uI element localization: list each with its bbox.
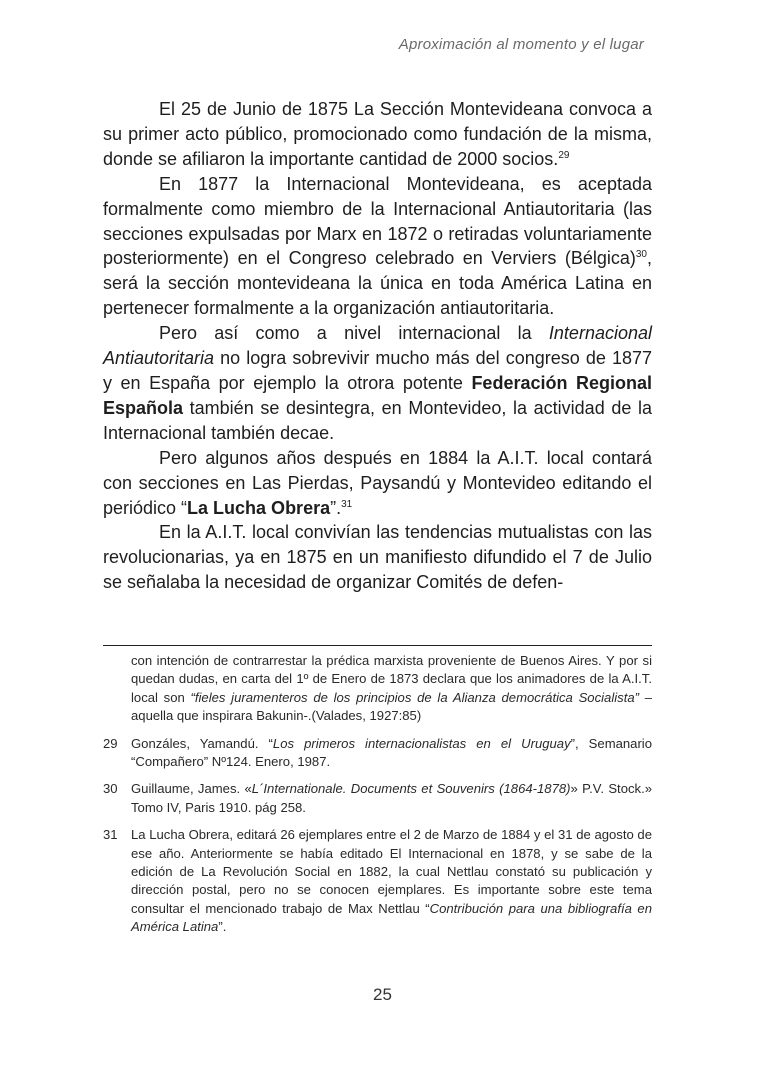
footnote-text: Gonzáles, Yamandú. “Los primeros internacionalistas en el Uruguay”, Semanario “Compañero” Nº124. Enero, 1987. <box>131 735 652 770</box>
note-ref-29: 29 <box>558 149 570 161</box>
page-number: 25 <box>373 985 392 1004</box>
main-text <box>103 97 652 595</box>
running-header: Aproximación al momento y el lugar <box>398 36 644 53</box>
note-ref-31: 31 <box>341 498 353 510</box>
footnote-number: 29 <box>103 735 118 751</box>
paragraph-1: El 25 de Junio de 1875 La Sección Montevideana convoca a su primer acto público, promocionado como fundación de la misma, donde se afiliaron la importante cantidad de 2000 socios.$^{29}$ <box>103 99 652 169</box>
footnote-31 <box>103 826 652 936</box>
paragraph-4: Pero algunos años después en 1884 la A.I.T. local contará con secciones en Las Pierdas, Paysandú y Montevideo editando el periódico “La Lucha Obrera”.$^{31}$ <box>103 447 652 518</box>
footnote-text: Guillaume, James. «L´Internationale. Documents et Souvenirs (1864-1878)» P.V. Stock.» Tomo IV, Paris 1910. pág 258. <box>131 781 652 815</box>
footnote-30 <box>103 780 652 817</box>
footnote-continuation: con intención de contrarrestar la prédica marxista proveniente de Buenos Aires. Y por si quedan dudas, en carta del 1º de Enero de 1873 declara que los animadores de la A.I.T. local son “fieles juramenteros de los principios de la Alianza democrática Socialista” –aquella que inspirara Bakunin-.(Valades, 1927:85) <box>131 653 652 724</box>
footnote-29 <box>103 735 652 772</box>
footnote-text: La Lucha Obrera, editará 26 ejemplares entre el 2 de Marzo de 1884 y el 31 de agosto de ese año. Anteriormente se había editado El Internacional en 1878, y se sabe de la edición de La Revolución Social en 1882, la cual Nettlau constató su publicación y dirección postal, pero no se conocen ejemplares. Es importante sobre este tema consultar el mencionado trabajo de Max Nettlau “Contribución para una bibliografía en América Latina”. <box>131 827 652 935</box>
paragraph-3: Pero así como a nivel internacional la Internacional Antiautoritaria no logra sobrevivir mucho más del congreso de 1877 y en España por ejemplo la otrora potente Federación Regional Española también se desintegra, en Montevideo, la actividad de la Internacional también decae. <box>103 323 653 443</box>
footnote-separator <box>103 645 652 646</box>
footnote-number: 30 <box>103 781 118 797</box>
paragraph-2: En 1877 la Internacional Montevideana, es aceptada formalmente como miembro de la Internacional Antiautoritaria (las secciones expulsadas por Marx en 1872 o retiradas voluntariamente posteriormente) en el Congreso celebrado en Verviers (Bélgica)$^{30}$, será la sección montevideana la única en toda América Latina en pertenecer formalmente a la organización antiautoritaria. <box>103 173 652 319</box>
footnotes <box>103 652 652 946</box>
footnote-number: 31 <box>103 827 118 843</box>
note-ref-30: 30 <box>635 249 647 261</box>
paragraph-5: En la A.I.T. local convivían las tendencias mutualistas con las revolucionarias, ya en 1875 en un manifiesto difundido el 7 de Julio se señalaba la necesidad de organizar Comités de defen- <box>103 522 652 593</box>
